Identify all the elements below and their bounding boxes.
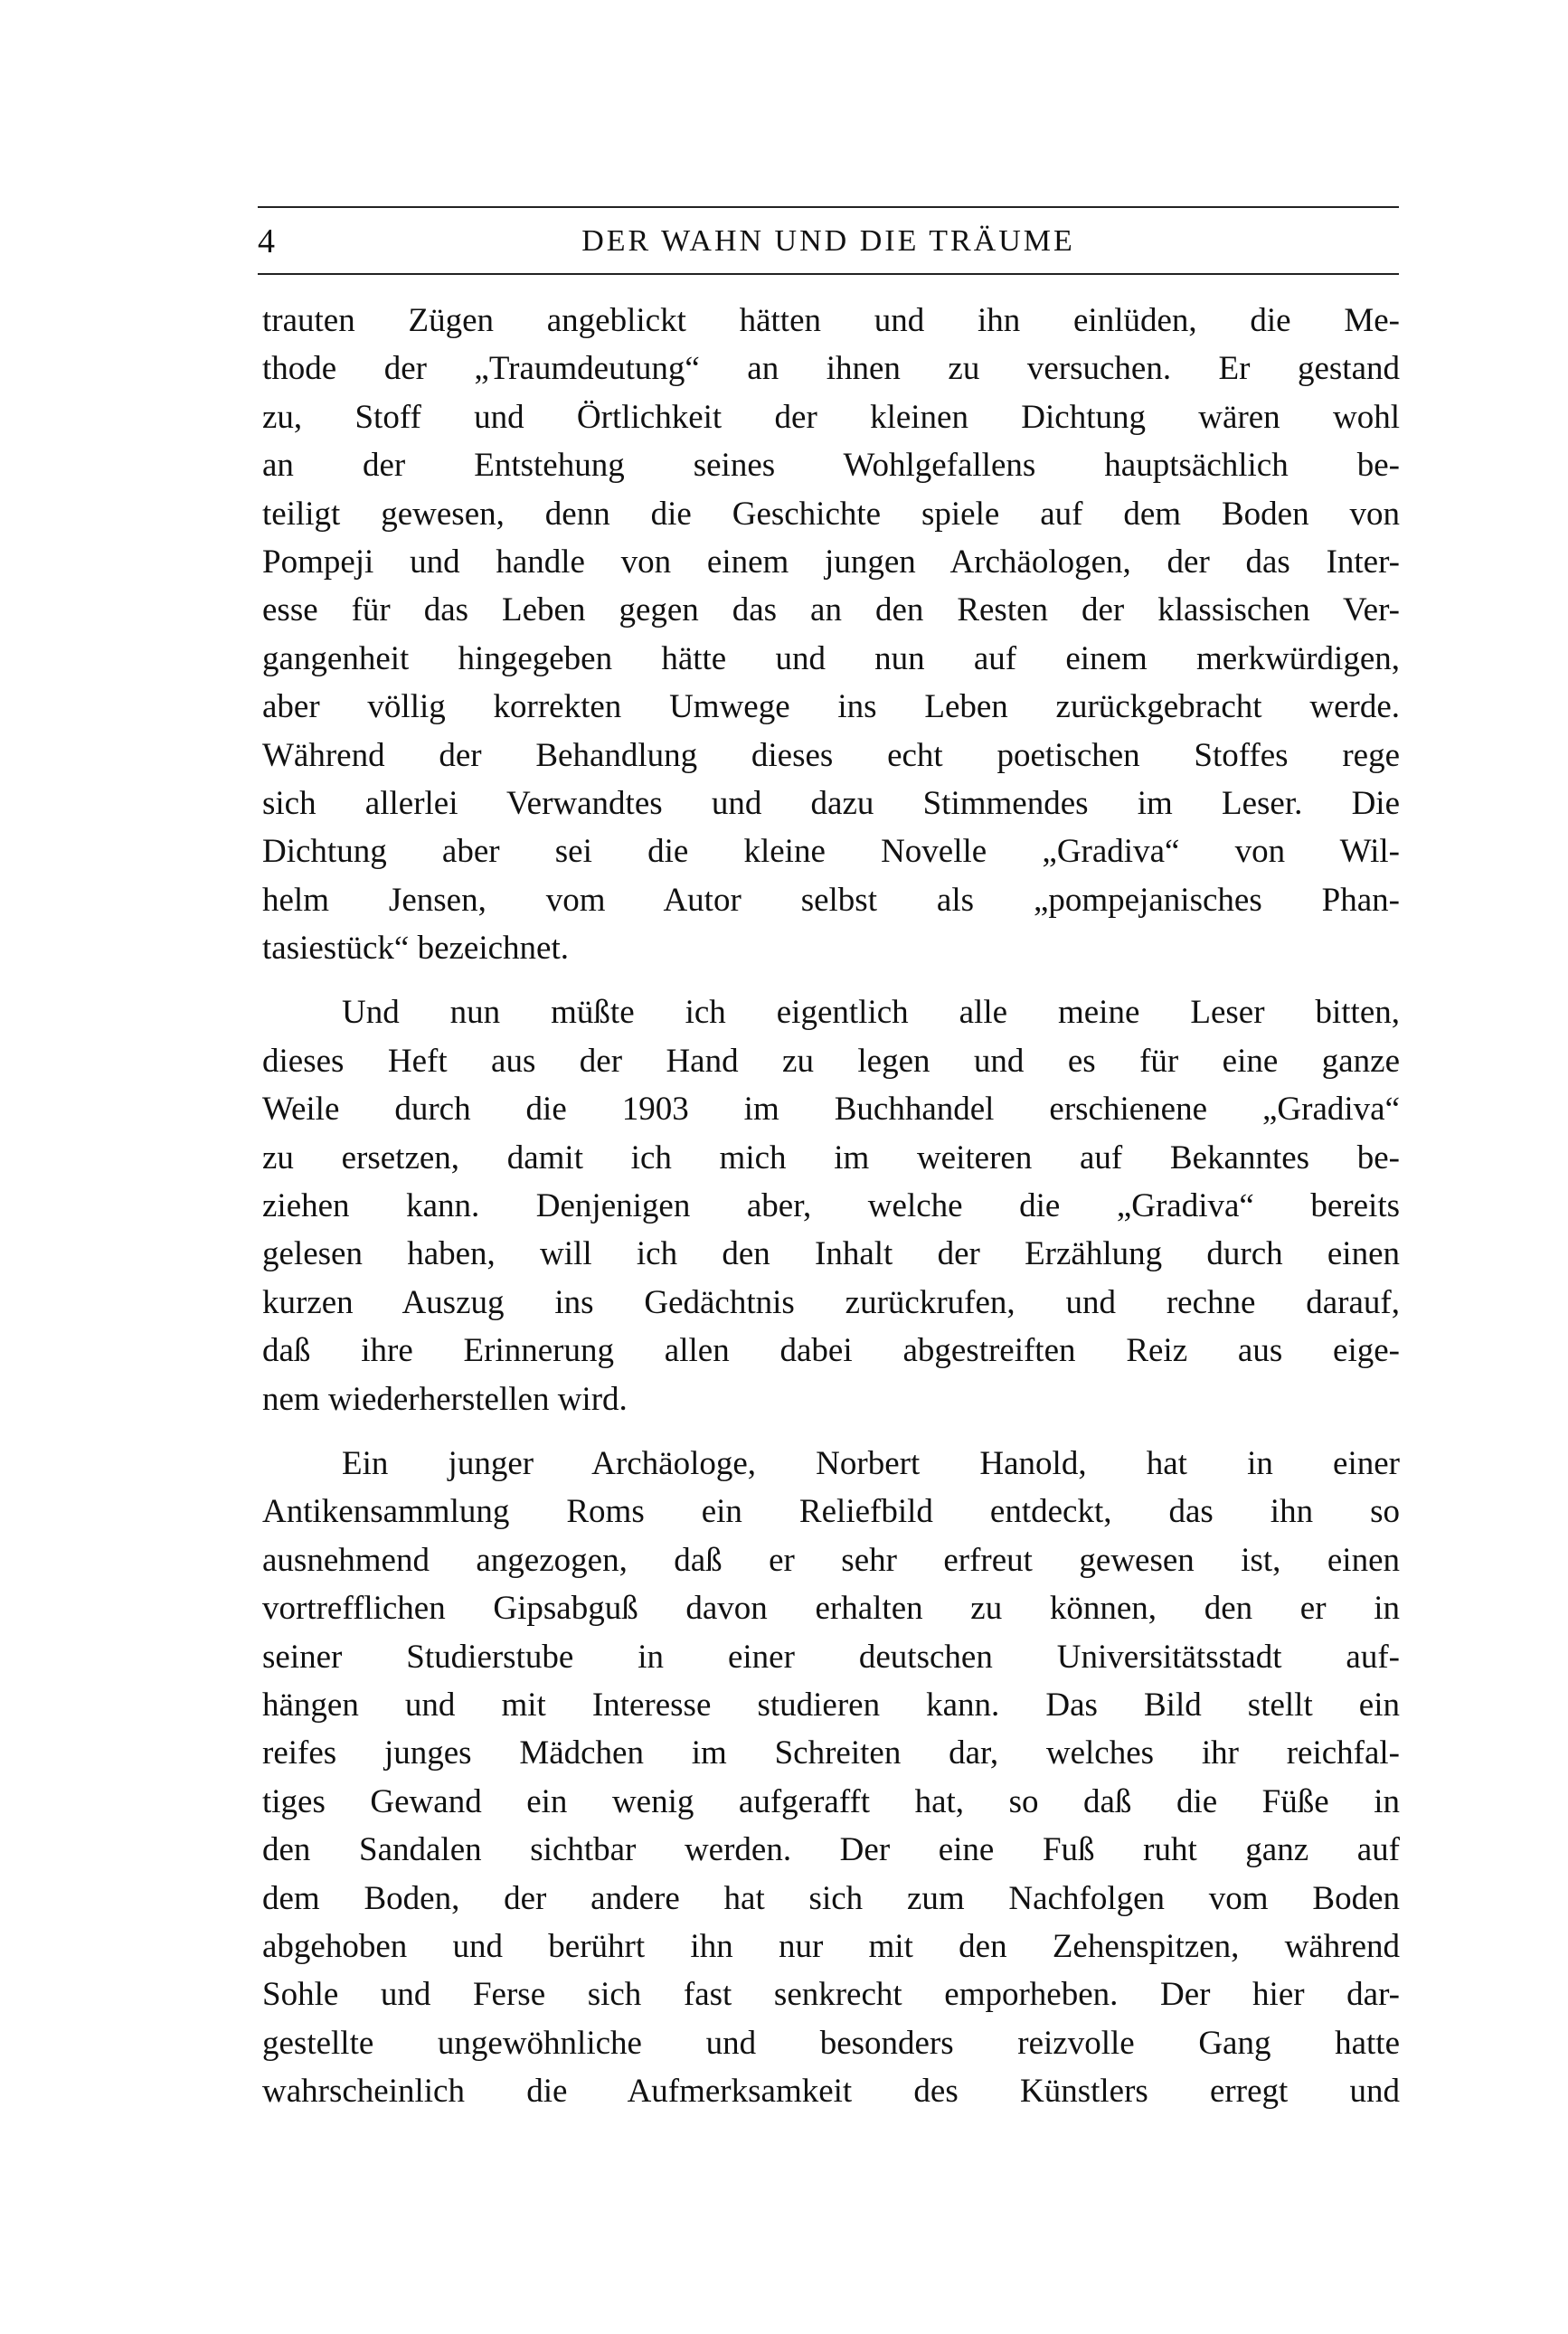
text-line: dieses Heft aus der Hand zu legen und es für eine ganze xyxy=(262,1042,1400,1080)
text-line: trauten Zügen angeblickt hätten und ihn einlüden, die Me- xyxy=(262,302,1400,339)
paragraph-3 xyxy=(262,1440,1400,2115)
text-line: ziehen kann. Denjenigen aber, welche die „Gradiva“ bereits xyxy=(262,1187,1400,1225)
header-rule-bottom xyxy=(258,273,1399,275)
text-line: daß ihre Erinnerung allen dabei abgestreiften Reiz aus eige- xyxy=(262,1332,1400,1370)
text-line: Während der Behandlung dieses echt poetischen Stoffes rege xyxy=(262,736,1400,774)
text-line: abgehoben und berührt ihn nur mit den Zehenspitzen, während xyxy=(262,1927,1400,1965)
text-line: seiner Studierstube in einer deutschen Universitätsstadt auf- xyxy=(262,1638,1400,1676)
page-number: 4 xyxy=(258,222,275,260)
text-line: hängen und mit Interesse studieren kann. Das Bild stellt ein xyxy=(262,1686,1400,1724)
text-line: ausnehmend angezogen, daß er sehr erfreut gewesen ist, einen xyxy=(262,1541,1400,1579)
header-rule-top xyxy=(258,206,1399,208)
text-line: an der Entstehung seines Wohlgefallens hauptsächlich be- xyxy=(262,447,1400,485)
text-line: vortrefflichen Gipsabguß davon erhalten zu können, den er in xyxy=(262,1590,1400,1628)
text-line: gangenheit hingegeben hätte und nun auf einem merkwürdigen, xyxy=(262,639,1400,677)
text-line: esse für das Leben gegen das an den Resten der klassischen Ver- xyxy=(262,591,1400,629)
text-line: Weile durch die 1903 im Buchhandel erschienene „Gradiva“ xyxy=(262,1091,1400,1129)
text-line: Pompeji und handle von einem jungen Archäologen, der das Inter- xyxy=(262,543,1400,581)
text-line: Sohle und Ferse sich fast senkrecht emporheben. Der hier dar- xyxy=(262,1976,1400,2014)
paragraph-2 xyxy=(262,988,1400,1423)
body-text xyxy=(262,297,1400,2115)
text-line: Antikensammlung Roms ein Reliefbild entdeckt, das ihn so xyxy=(262,1493,1400,1531)
text-line: tiges Gewand ein wenig aufgerafft hat, so daß die Füße in xyxy=(262,1782,1400,1820)
text-line: nem wiederherstellen wird. xyxy=(262,1380,628,1418)
text-line: Und nun müßte ich eigentlich alle meine Leser bitten, xyxy=(342,994,1400,1032)
text-line: den Sandalen sichtbar werden. Der eine Fuß ruht ganz auf xyxy=(262,1831,1400,1869)
text-line: kurzen Auszug ins Gedächtnis zurückrufen, und rechne darauf, xyxy=(262,1283,1400,1321)
text-line: zu ersetzen, damit ich mich im weiteren auf Bekanntes be- xyxy=(262,1139,1400,1176)
text-line: thode der „Traumdeutung“ an ihnen zu versuchen. Er gestand xyxy=(262,350,1400,388)
running-title: DER WAHN UND DIE TRÄUME xyxy=(581,224,1075,258)
text-line: Dichtung aber sei die kleine Novelle „Gradiva“ von Wil- xyxy=(262,833,1400,871)
text-line: Ein junger Archäologe, Norbert Hanold, hat in einer xyxy=(342,1444,1400,1482)
text-line: gestellte ungewöhnliche und besonders reizvolle Gang hatte xyxy=(262,2024,1400,2062)
text-line: tasiestück“ bezeichnet. xyxy=(262,930,569,968)
paragraph-1 xyxy=(262,297,1400,972)
running-head xyxy=(258,219,1399,264)
text-line: dem Boden, der andere hat sich zum Nachfolgen vom Boden xyxy=(262,1879,1400,1917)
text-line: sich allerlei Verwandtes und dazu Stimmendes im Leser. Die xyxy=(262,784,1400,822)
text-line: aber völlig korrekten Umwege ins Leben zurückgebracht werde. xyxy=(262,688,1400,726)
text-line: wahrscheinlich die Aufmerksamkeit des Künstlers erregt und xyxy=(262,2073,1400,2111)
text-line: gelesen haben, will ich den Inhalt der Erzählung durch einen xyxy=(262,1235,1400,1273)
text-line: zu, Stoff und Örtlichkeit der kleinen Dichtung wären wohl xyxy=(262,398,1400,436)
text-line: teiligt gewesen, denn die Geschichte spiele auf dem Boden von xyxy=(262,495,1400,533)
text-line: helm Jensen, vom Autor selbst als „pompejanisches Phan- xyxy=(262,881,1400,919)
text-line: reifes junges Mädchen im Schreiten dar, welches ihr reichfal- xyxy=(262,1734,1400,1772)
